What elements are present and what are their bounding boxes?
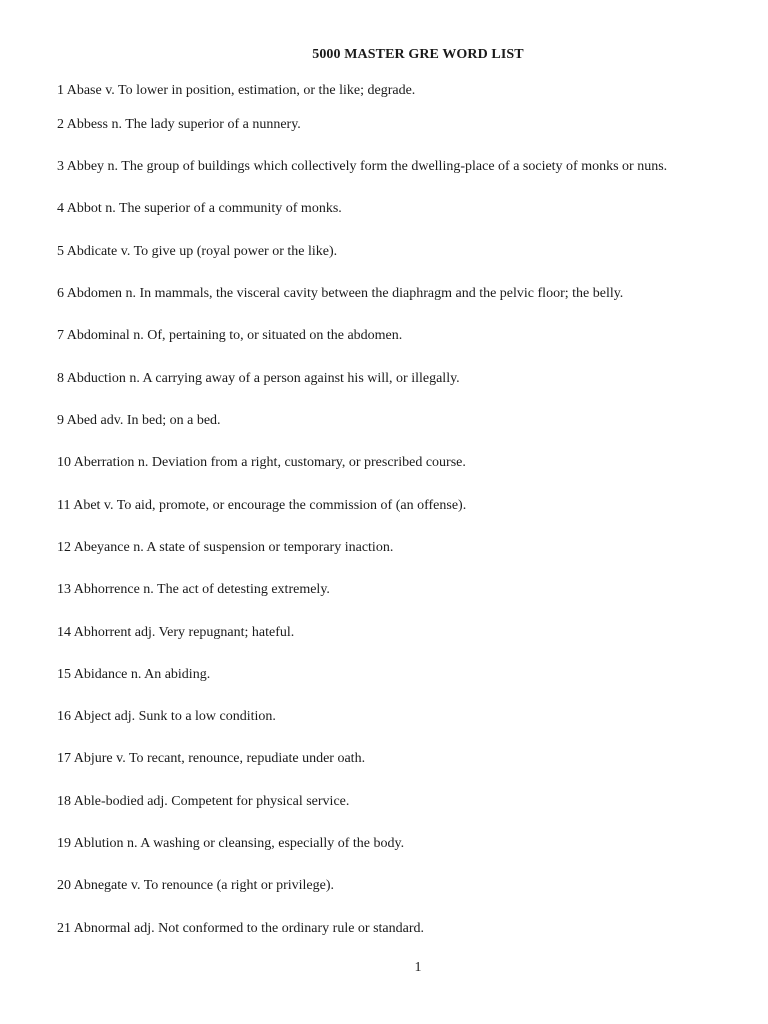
word-entry: 16 Abject adj. Sunk to a low condition. <box>57 709 276 724</box>
word-entry: 7 Abdominal n. Of, pertaining to, or situated on the abdomen. <box>57 328 403 343</box>
word-entry: 6 Abdomen n. In mammals, the visceral cavity between the diaphragm and the pelvic floor; the belly. <box>57 286 624 301</box>
word-entry: 21 Abnormal adj. Not conformed to the ordinary rule or standard. <box>57 921 425 936</box>
word-entry: 12 Abeyance n. A state of suspension or temporary inaction. <box>57 540 394 555</box>
word-entry: 4 Abbot n. The superior of a community of monks. <box>57 201 342 216</box>
word-entry: 20 Abnegate v. To renounce (a right or privilege). <box>57 878 334 893</box>
word-entry: 3 Abbey n. The group of buildings which collectively form the dwelling-place of a society of monks or nuns. <box>57 159 668 174</box>
word-entry: 18 Able-bodied adj. Competent for physical service. <box>57 794 350 809</box>
word-entry: 10 Aberration n. Deviation from a right, customary, or prescribed course. <box>57 455 466 470</box>
word-entry: 1 Abase v. To lower in position, estimation, or the like; degrade. <box>57 83 416 98</box>
page-number: 1 <box>414 960 422 975</box>
word-entry: 11 Abet v. To aid, promote, or encourage the commission of (an offense). <box>57 498 467 513</box>
word-entry: 9 Abed adv. In bed; on a bed. <box>57 413 221 428</box>
word-entry: 19 Ablution n. A washing or cleansing, especially of the body. <box>57 836 405 851</box>
word-entry: 5 Abdicate v. To give up (royal power or the like). <box>57 244 338 259</box>
word-entry: 17 Abjure v. To recant, renounce, repudiate under oath. <box>57 751 366 766</box>
word-entry: 13 Abhorrence n. The act of detesting extremely. <box>57 582 330 597</box>
document-title: 5000 MASTER GRE WORD LIST <box>312 47 524 62</box>
word-entry: 8 Abduction n. A carrying away of a person against his will, or illegally. <box>57 371 460 386</box>
word-entry: 15 Abidance n. An abiding. <box>57 667 211 682</box>
word-entry: 2 Abbess n. The lady superior of a nunnery. <box>57 117 301 132</box>
word-entry: 14 Abhorrent adj. Very repugnant; hateful. <box>57 625 295 640</box>
